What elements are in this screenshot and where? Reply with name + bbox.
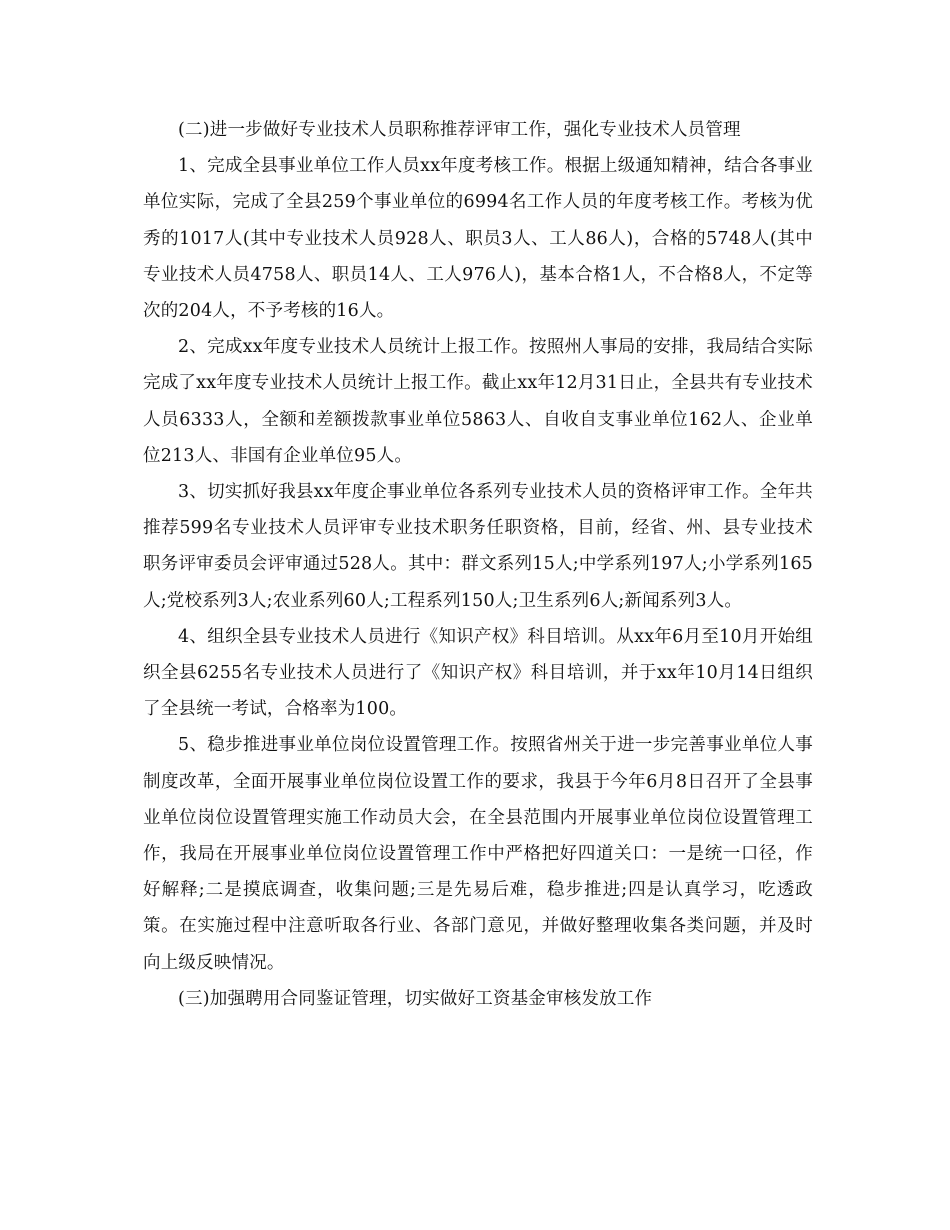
paragraph-item-5: 5、稳步推进事业单位岗位设置管理工作。按照省州关于进一步完善事业单位人事制度改革，全面开展事业单位岗位设置工作的要求，我县于今年6月8日召开了全县事业单位岗位设置管理实施工作动员大会，在全县范围内开展事业单位岗位设置管理工作，我局在开展事业单位岗位设置管理工作中严格把好四道关口：一是统一口径，作好解释;二是摸底调查，收集问题;三是先易后难，稳步推进;四是认真学习，吃透政策。在实施过程中注意听取各行业、各部门意见，并做好整理收集各类问题，并及时向上级反映情况。: [143, 735, 813, 973]
section-heading-3: (三)加强聘用合同鉴证管理，切实做好工资基金审核发放工作: [178, 988, 653, 1009]
document-body: [143, 112, 813, 1017]
section-heading-2: (二)进一步做好专业技术人员职称推荐评审工作，强化专业技术人员管理: [178, 120, 741, 140]
paragraph-item-1: 1、完成全县事业单位工作人员xx年度考核工作。根据上级通知精神，结合各事业单位实际，完成了全县259个事业单位的6994名工作人员的年度考核工作。考核为优秀的1017人(其中专业技术人员928人、职员3人、工人86人)，合格的5748人(其中专业技术人员4758人、职员14人、工人976人)，基本合格1人，不合格8人，不定等次的204人，不予考核的16人。: [143, 156, 813, 322]
paragraph-item-3: 3、切实抓好我县xx年度企事业单位各系列专业技术人员的资格评审工作。全年共推荐599名专业技术人员评审专业技术职务任职资格，目前，经省、州、县专业技术职务评审委员会评审通过528人。其中：群文系列15人;中学系列197人;小学系列165人;党校系列3人;农业系列60人;工程系列150人;卫生系列6人;新闻系列3人。: [143, 482, 813, 611]
paragraph-item-4: 4、组织全县专业技术人员进行《知识产权》科目培训。从xx年6月至10月开始组织全县6255名专业技术人员进行了《知识产权》科目培训，并于xx年10月14日组织了全县统一考试，合格率为100。: [143, 626, 813, 720]
paragraph-item-2: 2、完成xx年度专业技术人员统计上报工作。按照州人事局的安排，我局结合实际完成了xx年度专业技术人员统计上报工作。截止xx年12月31日止，全县共有专业技术人员6333人，全额和差额拨款事业单位5863人、自收自支事业单位162人、企业单位213人、非国有企业单位95人。: [143, 337, 813, 466]
